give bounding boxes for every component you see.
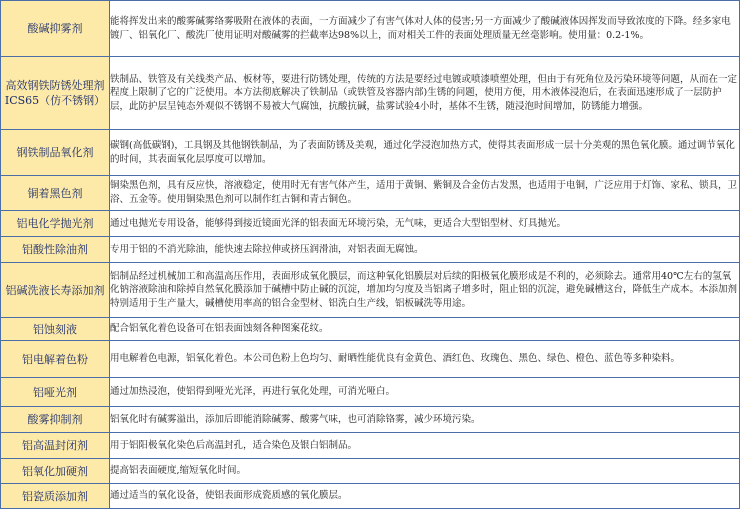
product-name: 铝电解着色粉 xyxy=(1,341,110,378)
table-row xyxy=(1,378,740,407)
product-name: 铝高温封闭剂 xyxy=(1,433,110,459)
product-description: 通过加热浸泡，使铝得到哑光光泽，再进行氧化处理，可消光哑白。 xyxy=(110,378,740,407)
product-name: 铝氧化加硬剂 xyxy=(1,459,110,484)
table-row xyxy=(1,341,740,378)
product-description: 铝氧化时有碱雾溢出，添加后即能消除碱雾、酸雾气味，也可消除铬雾，减少环境污染。 xyxy=(110,407,740,433)
table-row xyxy=(1,318,740,341)
product-description: 专用于铝的不消光除油，能快速去除拉伸或挤压润滑油，对铝表面无腐蚀。 xyxy=(110,237,740,263)
product-description: 通过电抛光专用设备，能够得到接近镜面光泽的铝表面无环境污染，无气味，更适合大型铝型材、灯具抛光。 xyxy=(110,211,740,237)
table-row xyxy=(1,237,740,263)
table-row xyxy=(1,433,740,459)
table-row xyxy=(1,484,740,509)
product-description: 用电解着色电源，铝氧化着色。本公司色粉上色均匀、耐晒性能优良有金黄色、酒红色、玫瑰色、黑色、绿色、橙色、蓝色等多种染料。 xyxy=(110,341,740,378)
product-name: 酸雾抑制剂 xyxy=(1,407,110,433)
product-description: 通过适当的氧化设备，使铝表面形成瓷质感的氧化膜层。 xyxy=(110,484,740,509)
table-row xyxy=(1,57,740,130)
product-description: 用于铝阳极氧化染色后高温封孔，适合染色及银白铝制品。 xyxy=(110,433,740,459)
table-row xyxy=(1,211,740,237)
product-name: 钢铁制品氧化剂 xyxy=(1,130,110,176)
table-row xyxy=(1,263,740,318)
product-description: 铁制品、铁管及有关线类产品、板材等，要进行防锈处理，传统的方法是要经过电镀或喷漆喷塑处理，但由于有死角位及污染环境等问题，从而在一定程度上限制了它的广泛使用。本方法彻底解决了铁制品（或铁管及容器内部)生锈的问题，使用方便，用木液体浸泡后，在表面迅速形成了一层防护层，此防护层呈钝态外观似不锈钢不易被大气腐蚀，抗酸抗碱，盐雾试验4小时，基体不生锈，随浸泡时间增加，防锈能力增强。 xyxy=(110,57,740,130)
table-row xyxy=(1,1,740,57)
product-name: 高效钢铁防锈处理剂ICS65（仿不锈钢） xyxy=(1,57,110,130)
product-name: 铝酸性除油剂 xyxy=(1,237,110,263)
table-row xyxy=(1,407,740,433)
product-name: 铝碱洗液长寿添加剂 xyxy=(1,263,110,318)
product-description: 铜染黑色剂，具有反应快，溶液稳定，使用时无有害气体产生，适用于黄铜、紫铜及合金仿古发黑，也适用于电铜，广泛应用于灯饰、家私、锁具，卫浴、五金等。使用铜染黑色剂可以制作红古铜和青古铜色。 xyxy=(110,176,740,211)
product-name: 铝蚀刻液 xyxy=(1,318,110,341)
product-name: 铝哑光剂 xyxy=(1,378,110,407)
product-name: 酸碱抑雾剂 xyxy=(1,1,110,57)
product-description: 能将挥发出来的酸雾碱雾络雾吸附在液体的表面，一方面减少了有害气体对人体的侵害;另一方面减少了酸碱液体因挥发而导致浓度的下降。经多家电镀厂、铝氧化厂、酸洗厂使用证明对酸碱雾的拦截率达98%以上，而对相关工件的表面处理质量无丝毫影响。使用量：0.2-1%。 xyxy=(110,1,740,57)
product-name: 铜着黑色剂 xyxy=(1,176,110,211)
product-description: 铝制品经过机械加工和高温高压作用，表面形成氧化膜层，而这种氧化铝膜层对后续的阳极氧化膜形成是不利的，必须除去。通常用40℃左右的氢氧化钠溶液除油和除掉自然氧化膜添加于碱槽中防止碱的沉淀，增加均匀度及当铝离子增多时，阻止铝的沉淀，避免碱槽这台，降低生产成本。本添加剂特别适用于生产量大，碱槽使用率高的铝合金型材、铝洗白生产线，铝板碱洗等用途。 xyxy=(110,263,740,318)
table-row xyxy=(1,176,740,211)
product-description: 提高铝表面硬度,缩短氧化时间。 xyxy=(110,459,740,484)
table-row xyxy=(1,459,740,484)
product-name: 铝瓷质添加剂 xyxy=(1,484,110,509)
table-row xyxy=(1,130,740,176)
product-name: 铝电化学抛光剂 xyxy=(1,211,110,237)
product-description: 配合铝氧化着色设备可在铝表面蚀刻各种图案花纹。 xyxy=(110,318,740,341)
product-description: 碳钢(高低碳钢)，工具钢及其他钢铁制品，为了表面防锈及美观，通过化学浸泡加热方式，使得其表面形成一层十分美观的黑色氧化膜。通过调节氧化的时间，其表面氧化层厚度可以增加。 xyxy=(110,130,740,176)
